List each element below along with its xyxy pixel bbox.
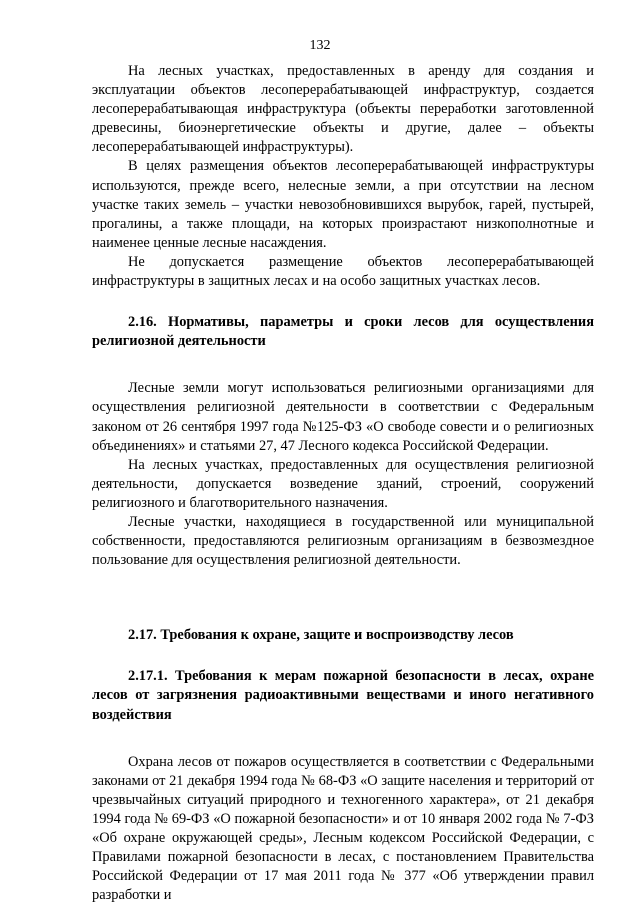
paragraph: Лесные земли могут использоваться религиозными организациями для осуществления религиозной деятельности в соответствии с Федеральным законом от 26 сентября 1997 года №125-ФЗ «О свободе совести и о религиозных объединениях» и статьями 27, 47 Лесного кодекса Российской Федерации. (92, 380, 594, 454)
paragraph: На лесных участках, предоставленных для осуществления религиозной деятельности, допускается возведение зданий, строений, сооружений религиозного и благотворительного назначения. (92, 456, 594, 511)
spacer (92, 645, 594, 667)
paragraph: В целях размещения объектов лесоперерабатывающей инфраструктуры используются, прежде всего, нелесные земли, а при отсутствии на лесном участке таких земель – участки невозобновившихся вырубок, гарей, пустырей, прогалины, а также площади, на которых произрастают низкополнотные и наименее ценные лесные насаждения. (92, 158, 594, 251)
spacer (92, 570, 594, 626)
spacer (92, 291, 594, 313)
spacer (92, 725, 594, 753)
spacer (92, 351, 594, 379)
section-heading-2-16: 2.16. Нормативы, параметры и сроки лесов для осуществления религиозной деятельности (92, 314, 594, 350)
page-number: 132 (309, 38, 331, 53)
document-body (92, 62, 594, 905)
section-heading-2-17-1: 2.17.1. Требования к мерам пожарной безопасности в лесах, охране лесов от загрязнения радиоактивными веществами и иного негативного воздействия (92, 668, 594, 723)
section-heading-2-17: 2.17. Требования к охране, защите и воспроизводству лесов (128, 627, 514, 644)
paragraph: Не допускается размещение объектов лесоперерабатывающей инфраструктуры в защитных лесах и на особо защитных участках лесов. (92, 253, 594, 290)
paragraph: Лесные участки, находящиеся в государственной или муниципальной собственности, предоставляются религиозным организациям в безвозмездное пользование для осуществления религиозной деятельности. (92, 513, 594, 569)
paragraph: Охрана лесов от пожаров осуществляется в соответствии с Федеральными законами от 21 декабря 1994 года № 68-ФЗ «О защите населения и территорий от чрезвычайных ситуаций природного и техногенного характера», от 21 декабря 1994 года № 69-ФЗ «О пожарной безопасности» и от 10 января 2002 года № 7-ФЗ «Об охране окружающей среды», Лесным кодексом Российской Федерации, с Правилами пожарной безопасности в лесах, с постановлением Правительства Российской Федерации от 17 мая 2011 года № 377 «Об утверждении правил разработки и (92, 753, 594, 904)
paragraph: На лесных участках, предоставленных в аренду для создания и эксплуатации объектов лесоперерабатывающей инфраструктур, создается лесоперерабатывающая инфраструктура (объекты переработки заготовленной древесины, биоэнергетические объекты и другие, далее – объекты лесоперерабатывающей инфраструктуры). (92, 63, 594, 156)
